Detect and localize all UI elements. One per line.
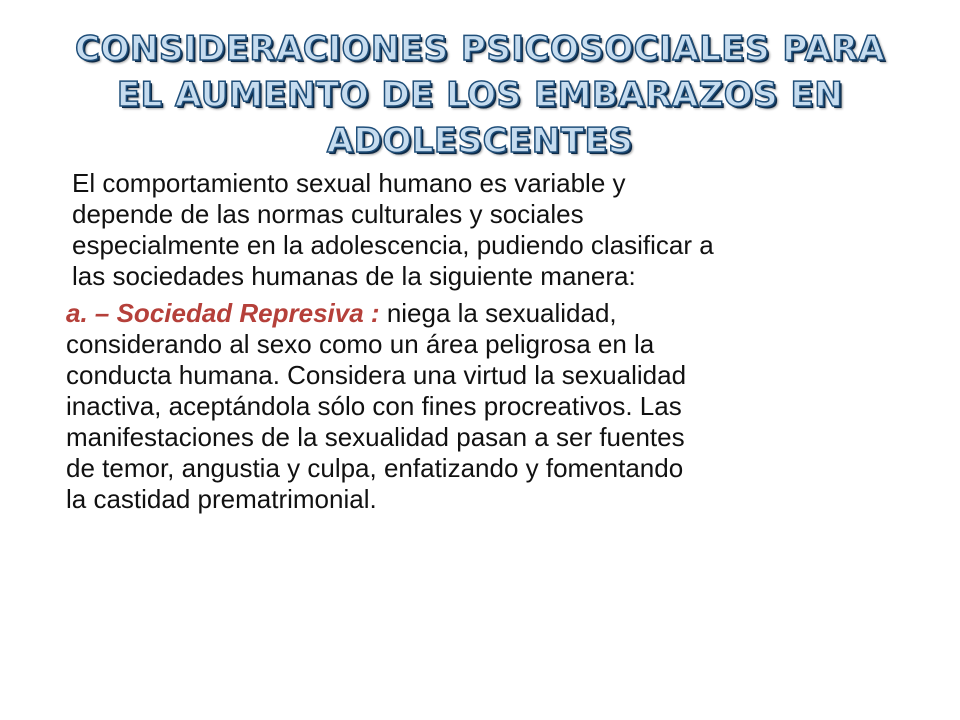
intro-line-2: depende de las normas culturales y sociales <box>72 199 584 229</box>
item-a-line-6: de temor, angustia y culpa, enfatizando y fomentando <box>66 453 684 483</box>
item-a-line-4: inactiva, aceptándola sólo con fines procreativos. Las <box>66 391 682 421</box>
title-line-3: ADOLESCENTES <box>326 121 634 161</box>
item-a-paragraph <box>66 298 906 515</box>
title-line-1: CONSIDERACIONES PSICOSOCIALES PARA <box>75 29 885 69</box>
intro-paragraph <box>66 168 906 292</box>
item-a-line-5: manifestaciones de la sexualidad pasan a ser fuentes <box>66 422 685 452</box>
item-a-first-line-rest: niega la sexualidad, <box>379 298 617 328</box>
item-a-term: a. – Sociedad Represiva : <box>66 298 380 328</box>
intro-line-3: especialmente en la adolescencia, pudiendo clasificar a <box>72 230 714 260</box>
title-line-2: EL AUMENTO DE LOS EMBARAZOS EN <box>116 75 844 115</box>
item-a-line-3: conducta humana. Considera una virtud la sexualidad <box>66 360 687 390</box>
intro-line-4: las sociedades humanas de la siguiente manera: <box>72 261 636 291</box>
intro-line-1: El comportamiento sexual humano es variable y <box>72 168 626 198</box>
item-a-line-2: considerando al sexo como un área peligrosa en la <box>66 329 655 359</box>
item-a-line-7: la castidad prematrimonial. <box>66 484 377 514</box>
slide-title <box>40 26 920 164</box>
item-a-first-line <box>66 298 906 329</box>
slide-body <box>66 168 906 515</box>
